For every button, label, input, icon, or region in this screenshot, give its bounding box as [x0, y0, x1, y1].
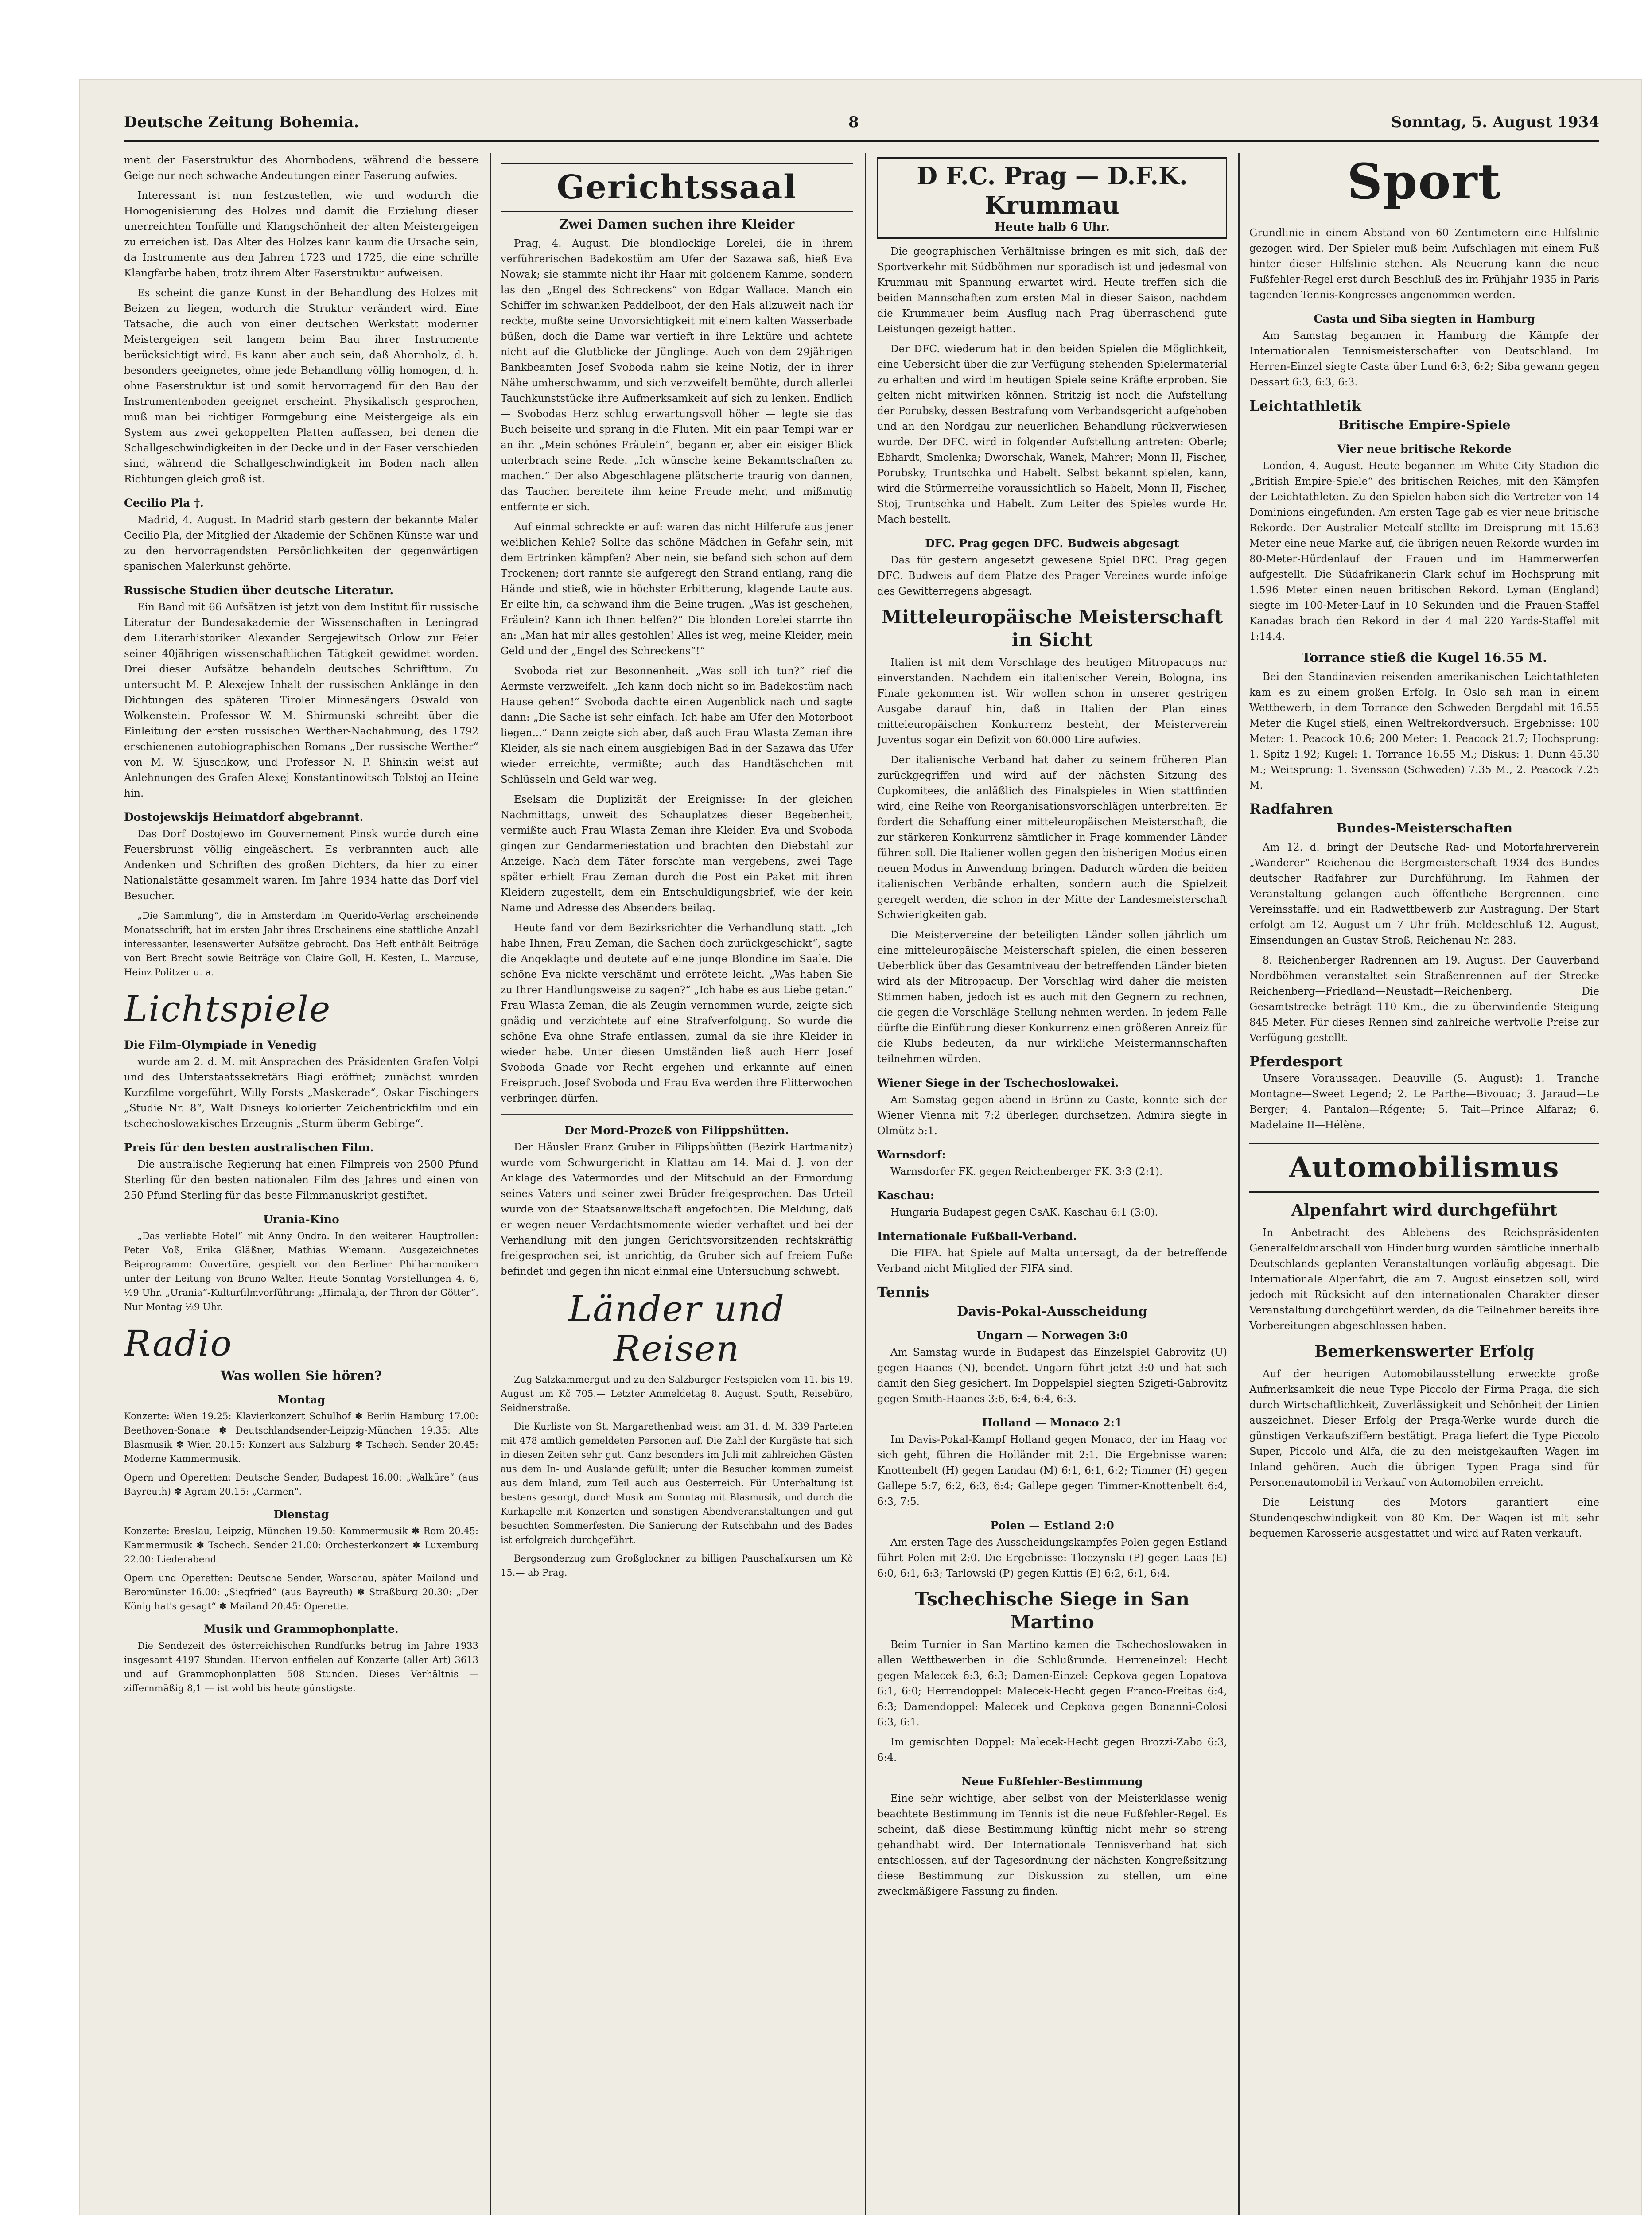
section-heading-lichtspiele: Lichtspiele — [124, 988, 331, 1030]
article-text: Grundlinie in einem Abstand von 60 Zentimetern eine Hilfslinie gezogen wird. Der Spieler muß beim Aufschlagen mit einem Fuß hinter dieser Hilfslinie stehen. Als Neuerung kann die neue Fußfehler-Regel erst durch Beschluß des im Frühjahr 1935 in Paris tagenden Tennis-Kongresses angenommen werden. — [1249, 227, 1599, 301]
article-headline: Torrance stieß die Kugel 16.55 M. — [1302, 650, 1547, 665]
article-text: Die FIFA. hat Spiele auf Malta untersagt, da der betreffende Verband nicht Mitglied der FIFA sind. — [877, 1247, 1227, 1275]
match-heading: Ungarn — Norwegen 3:0 — [976, 1329, 1128, 1342]
article-text: Eine sehr wichtige, aber selbst von der Meisterklasse wenig beachtete Bestimmung im Tennis ist die neue Fußfehler-Regel. Es scheint, daß diese Bestimmung künftig nicht mehr so streng gehandhabt wird. Der Internationale Tennisverband hat sich entschlossen, auf der Tagesordnung der nächsten Kongreßsitzung diese Bestimmung zur Diskussion zu stellen, um eine zweckmäßigere Fassung zu finden. — [877, 1793, 1227, 1897]
program-text: Opern und Operetten: Deutsche Sender, Budapest 16.00: „Walküre“ (aus Bayreuth) ✽ Agram 20.15: „Carmen“. — [124, 1472, 478, 1497]
article-text: In Anbetracht des Ablebens des Reichspräsidenten Generalfeldmarschall von Hindenburg wurden sämtliche innerhalb Deutschlands geplanten Veranstaltungen vorläufig abgesagt. Die Internationale Alpenfahrt, die am 7. August einsetzen soll, wird jedoch mit Rücksicht auf den internationalen Charakter dieser Veranstaltung durchgeführt werden, da die Teilnehmer bereits ihre Vorbereitungen abgeschlossen haben. — [1249, 1227, 1599, 1332]
page-header — [124, 111, 1599, 139]
article-headline: Bemerkenswerter Erfolg — [1314, 1342, 1535, 1361]
article-text: Unsere Voraussagen. Deauville (5. August): 1. Tranche Montagne—Sweet Legend; 2. Le Parthe—Bivouac; 3. Jaraud—Le Berger; 4. Pantalon—Régente; 5. Tait—Prince Alfaraz; 6. Madelaine II—Hélène. — [1249, 1073, 1599, 1131]
divider — [501, 1114, 853, 1115]
article-text: Der DFC. wiederum hat in den beiden Spielen die Möglichkeit, eine Uebersicht über die zur Verfügung stehenden Spielermaterial zu erhalten und wird im heutigen Spiele seine Kräfte erproben. Sie gelten nicht mitwirken können. Stritzig ist noch die Aufstellung der Porubsky, dessen Bestrafung vom Verbandsgericht aufgehoben und an den Nordgau zur neuerlichen Behandlung rückverwiesen wurde. Der DFC. wird in folgender Aufstellung antreten: Oberle; Ebhardt, Smolenka; Dworschak, Wanek, Mahrer; Monn II, Fischer, Porubsky, Truntschka und Habelt. Selbst bekannt spielen, kann, wird die Stürmerreihe voraussichtlich so Habelt, Monn II, Fischer, Stoj, Truntschka und Habelt. Zum Leiter des Spieles wurde Hr. Mach bestellt. — [877, 343, 1227, 525]
article-text: Im gemischten Doppel: Malecek-Hecht gegen Brozzi-Zabo 6:3, 6:4. — [877, 1737, 1227, 1764]
section-heading-automobilismus: Automobilismus — [1249, 1143, 1599, 1193]
section-heading-laender: Länder und Reisen — [568, 1288, 785, 1369]
article-heading: Internationale Fußball-Verband. — [877, 1230, 1077, 1243]
article-text: Interessant ist nun festzustellen, wie und wodurch die Homogenisierung des Holzes und damit die Erzielung dieser unerreichten Tonfülle und Klangschönheit der alten Meistergeigen zu erreichen ist. Das Alter des Holzes kann kaum die Ursache sein, da Instrumente aus den Jahren 1723 und 1725, die eine schrille Klangfarbe haben, trotz ihrem Alter Faserstruktur aufweisen. — [124, 190, 478, 279]
section-heading-radio: Radio — [124, 1323, 233, 1364]
article-text: Beim Turnier in San Martino kamen die Tschechoslowaken in allen Wettbewerben in die Schlußrunde. Herreneinzel: Hecht gegen Malecek 6:3, 6:3; Damen-Einzel: Cepkova gegen Lopatova 6:1, 6:0; Herrendoppel: Malecek-Hecht gegen Franco-Freitas 6:4, 6:3; Damendoppel: Malecek und Cepkova gegen Bonanni-Colosi 6:3, 6:1. — [877, 1639, 1227, 1728]
article-text: ment der Faserstruktur des Ahornbodens, während die bessere Geige nur noch schwache Andeutungen einer Faserung aufwies. — [124, 155, 478, 182]
article-heading: Musik und Grammophonplatte. — [204, 1623, 399, 1636]
article-text: Am Samstag wurde in Budapest das Einzelspiel Gabrovitz (U) gegen Haanes (N), beendet. Ungarn führt jetzt 3:0 und hat sich damit den Sieg gesichert. Im Doppelspiel siegten Szigeti-Gabrovitz gegen Smith-Haanes 3:6, 6:4, 6:4, 6:3. — [877, 1347, 1227, 1405]
article-text: Im Davis-Pokal-Kampf Holland gegen Monaco, der im Haag vor sich geht, führen die Holländer mit 2:1. Die Ergebnisse waren: Knottenbelt (H) gegen Landau (M) 6:1, 6:1, 6:2; Timmer (H) gegen Gallepe 5:7, 6:2, 6:3, 6:4; Gallepe gegen Timmer-Knottenbelt 6:4, 6:3, 7:5. — [877, 1434, 1227, 1508]
article-text: Heute fand vor dem Bezirksrichter die Verhandlung statt. „Ich habe Ihnen, Frau Zeman, die Sachen doch zurückgeschickt“, sagte die Angeklagte und deutete auf eine junge Blondine im Saale. Die schöne Eva nickte verschämt und errötete leicht. „Was haben Sie zu Ihrer Handlungsweise zu sagen?“ „Ich habe es aus Liebe getan.“ Frau Wlasta Zeman, die als Zeugin vernommen wurde, zeigte sich gnädig und verzichtete auf eine Strafverfolgung. So wurde die schöne Eva ohne Strafe entlassen, zumal da sie ihre Kleider in wieder habe. Unter diesen Umständen ließ auch Herr Josef Svoboda Gnade vor Recht ergehen und erkannte auf einen Freispruch. Josef Svoboda und Frau Eva werden ihre Flitterwochen verbringen dürfen. — [501, 922, 853, 1104]
article-headline: Tschechische Siege in San Martino — [915, 1588, 1189, 1633]
article-text: Bergsonderzug zum Großglockner zu billigen Pauschalkursen um Kč 15.— ab Prag. — [501, 1553, 853, 1578]
section-heading-tennis: Tennis — [877, 1284, 929, 1301]
article-text: Prag, 4. August. Die blondlockige Lorelei, die in ihrem verführerischen Badekostüm am Ufer der Sazawa saß, hieß Eva Nowak; sie stammte nicht ihr Haar mit goldenem Kamme, sondern las den „Engel des Schreckens“ von Edgar Wallace. Manch ein Schiffer im schwanken Paddelboot, der den Hals allzuweit nach ihr reckte, mußte seine Unvorsichtigkeit mit einem kalten Wasserbade büßen, doch die Dame war vertieft in ihre Lektüre und achtete nicht auf die Glutblicke der Jünglinge. Auch von dem 29jährigen Bankbeamten Josef Svoboda nahm sie keine Notiz, der in ihrer Nähe umherschwamm, und sich verzweifelt bemühte, durch allerlei Tauchkunststücke ihre Aufmerksamkeit auf sich zu lenken. Endlich — Svobodas Herz schlug erwartungsvoll höher — legte sie das Buch beiseite und sprang in die Fluten. Mit ein paar Tempi war er an ihr. „Mein schönes Fräulein“, begann er, aber ein eisiger Blick unterbrach seine Rede. „Ich wünsche keine Bekanntschaften zu machen.“ Der also Abgeschlagene plätscherte traurig von dannen, das Tauchen bereitete ihm keine Freude mehr, und mißmutig entfernte er sich. — [501, 238, 853, 513]
article-headline: Britische Empire-Spiele — [1338, 417, 1511, 432]
article-text: Italien ist mit dem Vorschlage des heutigen Mitropacups nur einverstanden. Nachdem ein italienischer Verein, Bologna, ins Finale gekommen ist. Wir wollen schon in unserer gestrigen Ausgabe darauf hin, daß in Italien der Plan eines mitteleuropäischen Konkurrenz besteht, der Meisterverein Juventus sogar ein Defizit von 60.000 Lire aufwies. — [877, 657, 1227, 746]
article-text: Am Samstag begannen in Hamburg die Kämpfe der Internationalen Tennismeisterschaften von Deutschland. Im Herren-Einzel siegte Casta über Lund 6:3, 6:2; Siba gewann gegen Dessart 6:3, 6:3, 6:3. — [1249, 330, 1599, 388]
article-heading: Casta und Siba siegten in Hamburg — [1314, 312, 1535, 325]
article-headline: Zwei Damen suchen ihre Kleider — [559, 217, 795, 232]
article-heading: Cecilio Pla †. — [124, 497, 204, 509]
article-text: Das Dorf Dostojewo im Gouvernement Pinsk wurde durch eine Feuersbrunst völlig eingeäschert. Es verbrannten auch alle Andenken und Schriften des großen Dichters, da hier zu einer Nationalstätte gesammelt waren. Im Jahre 1934 hatte das Dorf viel Besucher. — [124, 828, 478, 902]
article-text: Die Leistung des Motors garantiert eine Stundengeschwindigkeit von 80 Km. Der Wagen ist mit sehr bequemen Karosserie ausgestattet und wird auf Raten verkauft. — [1249, 1497, 1599, 1539]
article-text: Es scheint die ganze Kunst in der Behandlung des Holzes mit Beizen zu liegen, wodurch die Struktur verändert wird. Eine Tatsache, die auch von einer deutschen Werkstatt moderner Meistergeigen seit langem beim Bau ihrer Instrumente berücksichtigt wird. Es kann aber auch sein, daß Ahornholz, d. h. besonders geeignetes, ohne jede Behandlung völlig homogen, d. h. ohne Faserstruktur ist und somit hervorragend für den Bau der Instrumentenboden geeignet erscheint. Physikalisch gesprochen, muß man bei richtiger Formgebung eine Meistergeige als ein System aus zwei gekoppelten Platten auffassen, bei denen die Schallgeschwindigkeiten in der Decke und in der Faser verschieden sind, während die Schallgeschwindigkeit im Boden nach allen Richtungen gleich groß ist. — [124, 288, 478, 485]
article-heading: Urania-Kino — [263, 1213, 339, 1226]
column-court — [501, 153, 853, 2215]
section-heading-radfahren: Radfahren — [1249, 801, 1333, 817]
article-headline: Mitteleuropäische Meisterschaft in Sicht — [881, 606, 1223, 651]
match-heading: Holland — Monaco 2:1 — [982, 1416, 1123, 1429]
day-heading: Montag — [277, 1393, 325, 1406]
article-heading: Die Film-Olympiade in Venedig — [124, 1038, 317, 1051]
program-text: Opern und Operetten: Deutsche Sender, Warschau, später Mailand und Beromünster 16.00: „Siegfried“ (aus Bayreuth) ✽ Straßburg 20.30: „Der König hat's gesagt“ ✽ Mailand 20.45: Operette. — [124, 1573, 478, 1612]
article-heading: Was wollen Sie hören? — [221, 1368, 382, 1383]
article-heading: Warnsdorf: — [877, 1148, 946, 1161]
article-text: Das für gestern angesetzt gewesene Spiel DFC. Prag gegen DFC. Budweis auf dem Platze des Prager Vereines wurde infolge des Gewitterregens abgesagt. — [877, 555, 1227, 597]
article-heading: Wiener Siege in der Tschechoslowakei. — [877, 1076, 1119, 1089]
program-text: Konzerte: Wien 19.25: Klavierkonzert Schulhof ✽ Berlin Hamburg 17.00: Beethoven-Sonate ✽ Deutschlandsender-Leipzig-München 19.35: Alte Blasmusik ✽ Wien 20.15: Konzert aus Salzburg ✽ Tschech. Sender 20.45: Moderne Kammermusik. — [124, 1411, 478, 1464]
section-heading-leichtathletik: Leichtathletik — [1249, 397, 1361, 414]
article-text: „Das verliebte Hotel“ mit Anny Ondra. In den weiteren Hauptrollen: Peter Voß, Erika Gläßner, Mathias Wiemann. Ausgezeichnetes Beiprogramm: Ouvertüre, gespielt von den Berliner Philharmonikern unter der Leitung von Bruno Walter. Heute Sonntag Vorstellungen 4, 6, ½9 Uhr. „Urania“-Kulturfilmvorführung: „Himalaja, der Thron der Götter“. Nur Montag ½9 Uhr. — [124, 1231, 478, 1312]
page-number: 8 — [848, 113, 859, 131]
article-text: Svoboda riet zur Besonnenheit. „Was soll ich tun?“ rief die Aermste verzweifelt. „Ich kann doch nicht so im Badekostüm nach Hause gehen!“ Svoboda dachte einen Augenblick nach und sagte dann: „Die Sache ist sehr einfach. Ich habe am Ufer den Motorboot liegen...“ Dann zeigte sich aber, daß auch Frau Wlasta Zeman ihre Kleider, als sie nach einem ausgiebigen Bad in der Sazawa das Ufer wieder erreichte, vermißte; auch das Handtäschchen mit Schlüsseln und Geld war weg. — [501, 665, 853, 785]
article-heading: DFC. Prag gegen DFC. Budweis abgesagt — [925, 537, 1179, 550]
column-rule — [1238, 153, 1240, 2215]
article-text: Die geographischen Verhältnisse bringen es mit sich, daß der Sportverkehr mit Südböhmen nur sporadisch ist und jedesmal von Krummau mit Spannung erwartet wird. Heute treffen sich die beiden Mannschaften zum ersten Mal in dieser Saison, nachdem die Krummauer beim Ausflug nach Prag überraschend gute Leistungen gezeigt hatten. — [877, 246, 1227, 335]
article-text: Auf der heurigen Automobilausstellung erweckte große Aufmerksamkeit die neue Type Piccolo der Firma Praga, die sich durch Wirtschaftlichkeit, Zuverlässigkeit und Schönheit der Linien auszeichnet. Dieser Erfolg der Praga-Werke wurde durch die günstigen Verkaufsziffern bestätigt. Praga liefert die Type Piccolo Super, Piccolo und Alfa, die zu den meistgekauften Wagen im Inland gehören. Auch die übrigen Typen Praga sind für Personenautomobil in Verkauf von Automobilen erreicht. — [1249, 1368, 1599, 1488]
masthead: Deutsche Zeitung Bohemia. — [124, 113, 359, 131]
article-text: Am Samstag gegen abend in Brünn zu Gaste, konnte sich der Wiener Vienna mit 7:2 überlegen durchsetzen. Admira siegte in Olmütz 5:1. — [877, 1094, 1227, 1137]
article-heading: Russische Studien über deutsche Literatur. — [124, 584, 394, 597]
article-text: London, 4. August. Heute begannen im White City Stadion die „British Empire-Spiele“ des britischen Reiches, mit den Kämpfen der Leichtathleten. Zu den Spielen haben sich die Vertreter von 14 Dominions eingefunden. Am ersten Tage gab es vier neue britische Rekorde. Der Australier Metcalf stellte im Dreisprung mit 15.63 Meter eine neue Marke auf, die übrigen neuen Rekorde wurden im 80-Meter-Hürdenlauf der Frauen und im Hammerwerfen aufgestellt. Die Südafrikanerin Clark schuf im Hochsprung mit 1.596 Meter einen neuen britischen Rekord. Lyman (England) siegte im 100-Meter-Lauf in 10 Sekunden und die Frauen-Staffel Kanadas brach den Rekord in der 4 mal 220 Yards-Staffel mit 1:14.4. — [1249, 460, 1599, 642]
newspaper-page — [80, 80, 1641, 2215]
match-time: Heute halb 6 Uhr. — [995, 221, 1110, 234]
article-text: Eselsam die Duplizität der Ereignisse: In der gleichen Nachmittags, unweit des Schauplatzes dieser Begebenheit, vermißte auch Frau Wlasta Zeman ihre Kleider. Eva und Svoboda gingen zur Gendarmeriestation und brachten den Diebstahl zur Anzeige. Nach dem Täter forschte man vergebens, zwei Tage später erhielt Frau Zeman durch die Post ein Paket mit ihren Kleidern zugestellt, dem ein Entschuldigungsbrief, wie der kein Name und Adresse des Absenders beilag. — [501, 794, 853, 914]
match-heading: Polen — Estland 2:0 — [990, 1519, 1114, 1532]
article-headline: Davis-Pokal-Ausscheidung — [957, 1304, 1147, 1319]
article-heading: Preis für den besten australischen Film. — [124, 1141, 374, 1154]
article-heading: Der Mord-Prozeß von Filippshütten. — [564, 1124, 789, 1137]
article-text: Die australische Regierung hat einen Filmpreis von 2500 Pfund Sterling für den besten nationalen Film des Jahres und einen von 250 Pfund Sterling für das beste Filmmanuskript gestiftet. — [124, 1159, 478, 1201]
article-text: wurde am 2. d. M. mit Ansprachen des Präsidenten Grafen Volpi und des Unterstaatssekretärs Biagi eröffnet; zunächst wurden Kurzfilme vorgeführt, Willy Forsts „Maskerade“, Oskar Fischingers „Studie Nr. 8“, Walt Disneys kolorierter Zeichentrickfilm und ein tschechoslowakisches Erzeugnis „Sturm überm Gebirge“. — [124, 1056, 478, 1130]
article-text: Hungaria Budapest gegen CsAK. Kaschau 6:1 (3:0). — [890, 1207, 1158, 1218]
article-text: Die Sendezeit des österreichischen Rundfunks betrug im Jahre 1933 insgesamt 4197 Stunden. Hiervon entfielen auf Konzerte (aller Art) 3613 und auf Grammophonplatten 508 Stunden. Dieses Verhältnis — ziffernmäßig 8,1 — ist wohl bis heute günstigste. — [124, 1640, 478, 1694]
column-rule — [865, 153, 866, 2215]
header-rule — [124, 140, 1599, 142]
article-heading: Kaschau: — [877, 1189, 935, 1202]
article-text: „Die Sammlung“, die in Amsterdam im Querido-Verlag erscheinende Monatsschrift, hat im ersten Jahr ihres Erscheinens eine stattliche Anzahl interessanter, lesenswerter Aufsätze gebracht. Das Heft enthält Beiträge von Bert Brecht sowie Beiträge von Claire Goll, H. Kesten, L. Marcuse, Heinz Politzer u. a. — [124, 910, 478, 978]
article-heading: Neue Fußfehler-Bestimmung — [961, 1775, 1143, 1788]
column-rule — [490, 153, 491, 2215]
article-heading: Dostojewskijs Heimatdorf abgebrannt. — [124, 811, 364, 824]
article-text: Die Meistervereine der beteiligten Länder sollen jährlich um eine mitteleuropäische Meisterschaft spielen, die einen besseren Ueberblick über das Gesamtniveau der betreffenden Länder bieten wird als der Mitropacup. Der Vorschlag wird daher die meisten Stimmen haben, jedoch ist es auch mit den Gegnern zu rechnen, die gegen die Vorschläge Stellung nehmen werden. In jedem Falle dürfte die Einführung dieser Konkurrenz einen größeren Anreiz für die Klubs bedeuten, da nur wirkliche Meistermannschaften teilnehmen würden. — [877, 929, 1227, 1065]
article-text: 8. Reichenberger Radrennen am 19. August. Der Gauverband Nordböhmen veranstaltet sein Straßenrennen auf der Strecke Reichenberg—Friedland—Neustadt—Reichenberg. Die Gesamtstrecke beträgt 110 Km., die zu überwindende Steigung 845 Meter. Für dieses Rennen sind zahlreiche wertvolle Preise zur Verfügung gestellt. — [1249, 955, 1599, 1044]
column-sport — [1249, 153, 1599, 2215]
article-text: Bei den Standinavien reisenden amerikanischen Leichtathleten kam es zu einem großen Erfolg. In Oslo sah man in einem Wettbewerb, in dem Torrance den Schweden Bergdahl mit 16.55 Meter die Kugel stieß, einen Weltrekordversuch. Ergebnisse: 100 Meter: 1. Peacock 10.6; 200 Meter: 1. Peacock 21.7; Hochsprung: 1. Spitz 1.92; Kugel: 1. Torrance 16.55 M.; Diskus: 1. Dunn 45.30 M.; Weitsprung: 1. Svensson (Schweden) 7.35 M., 2. Peacock 7.25 M. — [1249, 671, 1599, 791]
match-title: D F.C. Prag — D.F.K. Krummau — [917, 162, 1188, 219]
section-heading-sport: Sport — [1347, 153, 1502, 210]
article-text: Madrid, 4. August. In Madrid starb gestern der bekannte Maler Cecilio Pla, der Mitglied der Akademie der Schönen Künste war und zu den hervorragendsten Persönlichkeiten der gegenwärtigen spanischen Malerkunst gehörte. — [124, 514, 478, 572]
article-headline: Bundes-Meisterschaften — [1336, 820, 1513, 835]
match-banner — [877, 157, 1227, 239]
article-text: Der Häusler Franz Gruber in Filippshütten (Bezirk Hartmanitz) wurde vom Schwurgericht in Klattau am 14. Mai d. J. von der Anklage des Vatermordes und der Mitschuld an der Ermordung seines Vaters und seiner zwei Brüder freigesprochen. Das Urteil wurde von der Staatsanwaltschaft angefochten. Die Meldung, daß er wegen neuer Verdachtsmomente wieder verhaftet und bei der Verhandlung mit den jungen Gerichtsvorsitzenden rechtskräftig freigesprochen sei, ist unrichtig, da Gruber sich auf freiem Fuße befindet und gegen ihn nicht einmal eine Untersuchung schwebt. — [501, 1142, 853, 1277]
section-heading-pferdesport: Pferdesport — [1249, 1053, 1343, 1070]
article-text: Am ersten Tage des Ausscheidungskampfes Polen gegen Estland führt Polen mit 2:0. Die Ergebnisse: Tloczynski (P) gegen Laas (E) 6:0, 6:1, 6:3; Tarlowski (P) gegen Kuttis (E) 6:2, 6:1, 6:4. — [877, 1537, 1227, 1579]
article-headline: Alpenfahrt wird durchgeführt — [1291, 1201, 1558, 1220]
program-text: Konzerte: Breslau, Leipzig, München 19.50: Kammermusik ✽ Rom 20.45: Kammermusik ✽ Tschech. Sender 21.00: Orchesterkonzert ✽ Luxemburg 22.00: Liederabend. — [124, 1526, 478, 1565]
article-text: Die Kurliste von St. Margarethenbad weist am 31. d. M. 339 Parteien mit 478 amtlich gemeldeten Personen auf. Die Zahl der Kurgäste hat sich in diesen Zeiten sehr gut. Ganz besonders im Juli mit zahlreichen Gästen aus dem In- und Auslande gefüllt; unter die Besucher kommen zumeist aus dem Inland, zum Teil auch aus Oesterreich. Für Unterhaltung ist bestens gesorgt, durch Musik am Sonntag mit Blasmusik, und durch die Kurkapelle mit Konzerten und sonstigen Abendveranstaltungen und gut besuchten Sommerfesten. Die Sanierung der Rutschbahn und des Bades ist erfolgreich durchgeführt. — [501, 1421, 853, 1545]
article-text: Ein Band mit 66 Aufsätzen ist jetzt von dem Institut für russische Literatur der Bundesakademie der Wissenschaften in Leningrad dem Literarhistoriker Alexander Sergejewitsch Orlow zur Feier seiner 40jährigen wissenschaftlichen Tätigkeit gewidmet worden. Drei dieser Aufsätze behandeln deutsches Schrifttum. Zu untersucht M. P. Alexejew Inhalt der russischen Anklänge in den Dichtungen des späteren Tiroler Minnesängers Oswald von Wolkenstein. Professor W. M. Shirmunski schreibt über die Einleitung der ersten russischen Werther-Nachahmung, des 1792 erschienenen autobiographischen Romans „Der russische Werther“ von M. W. Sjuschkow, und Professor N. P. Shinkin weist auf Anlehnungen des Grafen Alexej Konstantinowitsch Tolstoj an Heine hin. — [124, 602, 478, 799]
article-subheading: Vier neue britische Rekorde — [1337, 443, 1512, 455]
article-text: Zug Salzkammergut und zu den Salzburger Festspielen vom 11. bis 19. August um Kč 705.— Letzter Anmeldetag 8. August. Sputh, Reisebüro, Seidnerstraße. — [501, 1374, 853, 1413]
column-culture — [124, 153, 478, 2215]
article-text: Warnsdorfer FK. gegen Reichenberger FK. 3:3 (2:1). — [890, 1166, 1163, 1177]
issue-date: Sonntag, 5. August 1934 — [1391, 113, 1599, 131]
column-football-tennis — [877, 153, 1227, 2215]
day-heading: Dienstag — [273, 1508, 329, 1521]
article-text: Am 12. d. bringt der Deutsche Rad- und Motorfahrerverein „Wanderer“ Reichenau die Bergmeisterschaft 1934 des Bundes deutscher Radfahrer zur Durchführung. Im Rahmen der Veranstaltung gelangen auch öffentliche Bergrennen, eine Vereinsstaffel und ein Radwettbewerb zur Austragung. Der Start erfolgt am 12. August um 7 Uhr früh. Meldeschluß 12. August, Einsendungen an Gustav Stroß, Reichenau Nr. 283. — [1249, 842, 1599, 946]
article-text: Auf einmal schreckte er auf: waren das nicht Hilferufe aus jener weiblichen Kehle? Sollte das schöne Mädchen in Gefahr sein, mit dem Ertrinken kämpfen? Aber nein, sie befand sich schon auf dem Trockenen; dort rannte sie aufgeregt den Strand entlang, rang die Hände und stieß, wie in höchster Erbitterung, klagende Laute aus. Er eilte hin, da schwand ihm die Beine trugen. „Was ist geschehen, Fräulein? Kann ich Ihnen helfen?“ Die blonden Lorelei starrte ihn an: „Man hat mir alles gestohlen! Alles ist weg, meine Kleider, mein Geld und der „Engel des Schreckens“!“ — [501, 521, 853, 657]
article-text: Der italienische Verband hat daher zu seinem früheren Plan zurückgegriffen und wird auf der nächsten Sitzung des Cupkomitees, die anläßlich des Finalspieles in Wien stattfinden wird, eine Reihe von Reorganisationsvorschlägen unterbreiten. Er fordert die Schaffung einer mitteleuropäischen Meisterschaft, die zur stärkeren Konkurrenz sämtlicher in Frage kommender Länder führen soll. Die Italiener wollen gegen den bisherigen Modus einen neuen Modus in Anwendung bringen. Dadurch würden die beiden italienischen Verbände erhalten, sondern auch die Spielzeit geregelt werden, die schon in der Mitte der Landesmeisterschaft Schwierigkeiten gab. — [877, 754, 1227, 921]
section-heading-gerichtssaal: Gerichtssaal — [501, 163, 853, 212]
